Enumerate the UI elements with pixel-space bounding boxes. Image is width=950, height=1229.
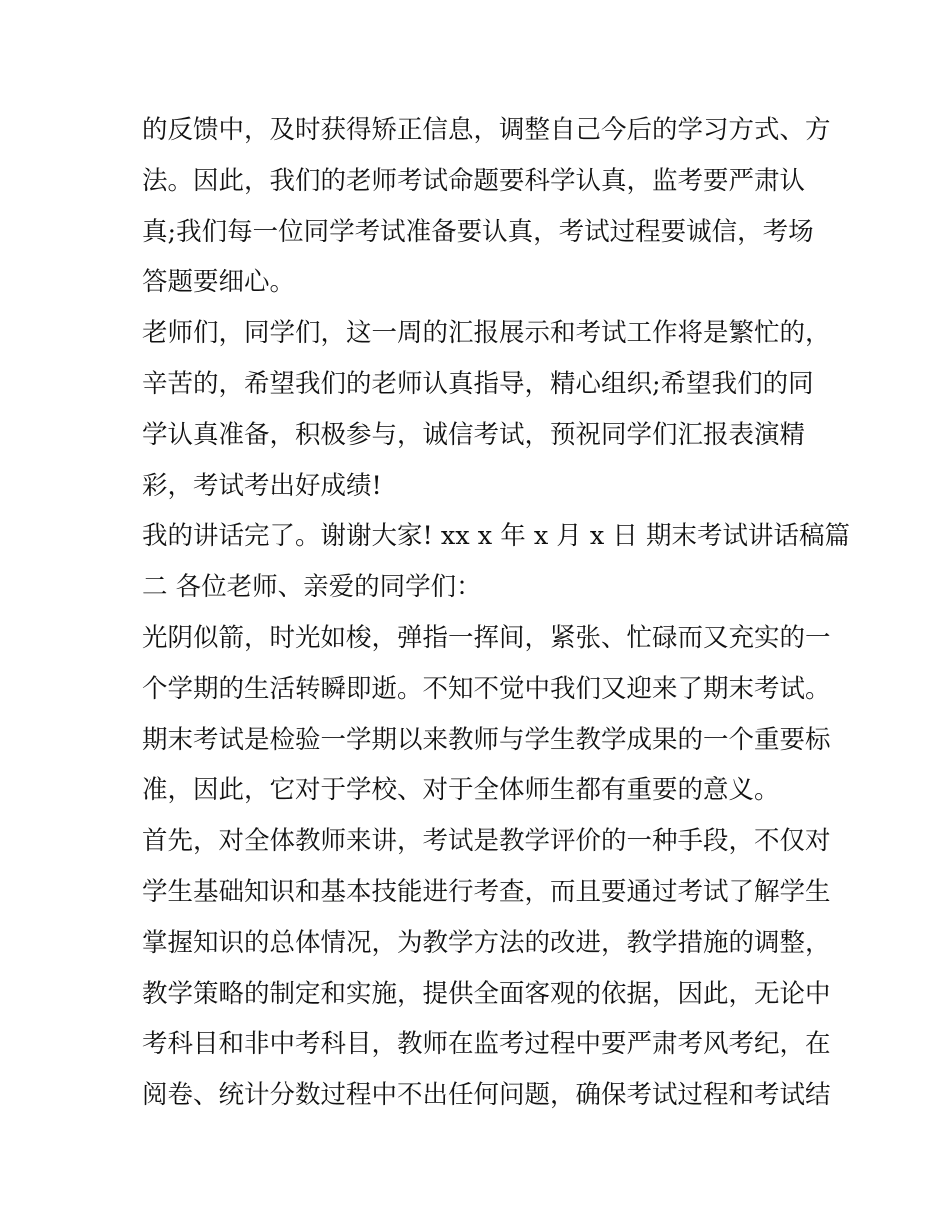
text-line: 期末考试是检验一学期以来教师与学生教学成果的一个重要标 (142, 724, 831, 755)
text-line: 教学策略的制定和实施，提供全面客观的依据，因此，无论中 (142, 978, 831, 1009)
text-line: 掌握知识的总体情况，为教学方法的改进，教学措施的调整， (142, 927, 831, 958)
text-line: 真;我们每一位同学考试准备要认真，考试过程要诚信，考场 (142, 216, 814, 247)
text-line: 老师们，同学们，这一周的汇报展示和考试工作将是繁忙的， (142, 318, 831, 349)
document-body (142, 105, 850, 1121)
text-line: 个学期的生活转瞬即逝。不知不觉中我们又迎来了期末考试。 (142, 673, 831, 704)
text-line: 二 各位老师、亲爱的同学们： (142, 572, 482, 603)
text-line: 学认真准备，积极参与，诚信考试，预祝同学们汇报表演精 (142, 419, 806, 450)
text-line: 答题要细心。 (142, 267, 296, 298)
text-line: 我的讲话完了。谢谢大家! xx x 年 x 月 x 日 期末考试讲话稿篇 (142, 521, 850, 552)
text-line: 光阴似箭，时光如梭，弹指一挥间，紧张、忙碌而又充实的一 (142, 622, 831, 653)
text-line: 彩，考试考出好成绩! (142, 470, 382, 501)
text-line: 阅卷、统计分数过程中不出任何问题，确保考试过程和考试结 (142, 1080, 831, 1111)
text-line: 的反馈中，及时获得矫正信息，调整自己今后的学习方式、方 (142, 115, 831, 145)
text-line: 法。因此，我们的老师考试命题要科学认真，监考要严肃认 (142, 165, 806, 196)
text-line: 准，因此，它对于学校、对于全体师生都有重要的意义。 (142, 775, 780, 806)
text-line: 辛苦的，希望我们的老师认真指导，精心组织;希望我们的同 (142, 368, 814, 399)
text-line: 考科目和非中考科目，教师在监考过程中要严肃考风考纪，在 (142, 1029, 831, 1060)
text-line: 学生基础知识和基本技能进行考查，而且要通过考试了解学生 (142, 876, 831, 907)
text-line: 首先，对全体教师来讲，考试是教学评价的一种手段，不仅对 (142, 826, 831, 857)
